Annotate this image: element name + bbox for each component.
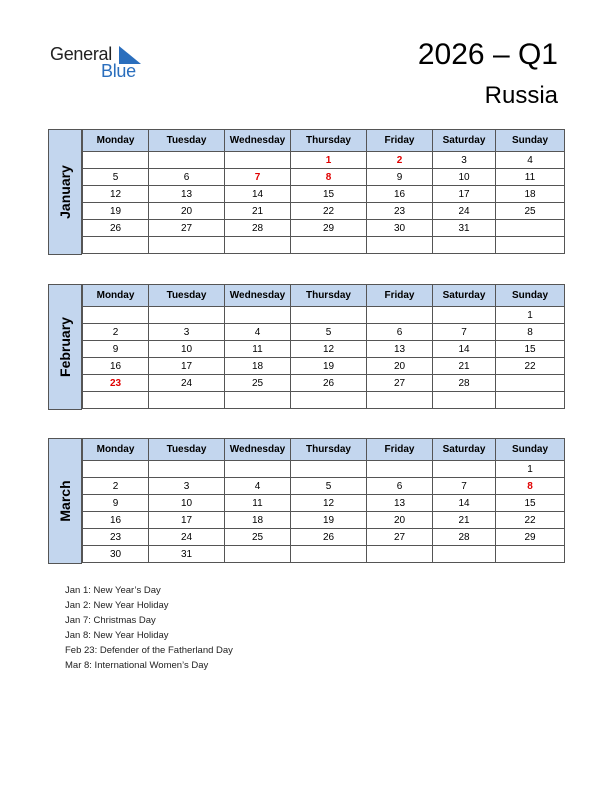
week-row	[83, 341, 565, 358]
weekday-header: Friday	[367, 285, 433, 307]
empty-day-cell	[367, 237, 433, 254]
day-cell: 1	[291, 152, 367, 169]
day-cell: 16	[83, 512, 149, 529]
day-cell: 21	[433, 512, 496, 529]
weekday-header: Saturday	[433, 439, 496, 461]
day-cell: 2	[83, 324, 149, 341]
empty-day-cell	[496, 375, 565, 392]
day-cell: 10	[433, 169, 496, 186]
empty-day-cell	[496, 220, 565, 237]
day-cell: 1	[496, 461, 565, 478]
day-cell: 7	[225, 169, 291, 186]
day-cell: 24	[149, 529, 225, 546]
day-cell: 21	[433, 358, 496, 375]
empty-day-cell	[291, 461, 367, 478]
day-cell: 8	[496, 324, 565, 341]
empty-day-cell	[83, 152, 149, 169]
day-cell: 6	[367, 478, 433, 495]
week-row	[83, 324, 565, 341]
calendar-table	[82, 438, 565, 563]
month-name: February	[57, 317, 73, 377]
calendar-table	[82, 129, 565, 254]
day-cell: 14	[433, 341, 496, 358]
brand-logo	[50, 44, 150, 84]
empty-day-cell	[149, 461, 225, 478]
day-cell: 18	[225, 358, 291, 375]
day-cell: 28	[433, 529, 496, 546]
day-cell: 25	[225, 375, 291, 392]
week-row	[83, 461, 565, 478]
day-cell: 13	[149, 186, 225, 203]
holiday-note: Jan 8: New Year Holiday	[65, 630, 169, 641]
weekday-header-row	[83, 130, 565, 152]
day-cell: 7	[433, 478, 496, 495]
weekday-header: Saturday	[433, 130, 496, 152]
day-cell: 17	[433, 186, 496, 203]
day-cell: 2	[367, 152, 433, 169]
day-cell: 24	[433, 203, 496, 220]
week-row	[83, 546, 565, 563]
country-name: Russia	[484, 82, 558, 109]
day-cell: 25	[225, 529, 291, 546]
day-cell: 12	[291, 341, 367, 358]
day-cell: 9	[367, 169, 433, 186]
day-cell: 28	[225, 220, 291, 237]
empty-day-cell	[291, 546, 367, 563]
day-cell: 19	[291, 358, 367, 375]
weekday-header: Friday	[367, 130, 433, 152]
weekday-header: Thursday	[291, 285, 367, 307]
week-row	[83, 512, 565, 529]
day-cell: 15	[496, 495, 565, 512]
day-cell: 5	[291, 478, 367, 495]
empty-day-cell	[225, 392, 291, 409]
week-row	[83, 220, 565, 237]
day-cell: 4	[496, 152, 565, 169]
day-cell: 7	[433, 324, 496, 341]
empty-day-cell	[83, 237, 149, 254]
holiday-note: Jan 2: New Year Holiday	[65, 600, 169, 611]
empty-day-cell	[83, 461, 149, 478]
day-cell: 26	[291, 529, 367, 546]
day-cell: 19	[83, 203, 149, 220]
day-cell: 17	[149, 358, 225, 375]
holiday-note: Jan 1: New Year’s Day	[65, 585, 161, 596]
day-cell: 14	[225, 186, 291, 203]
day-cell: 2	[83, 478, 149, 495]
day-cell: 27	[149, 220, 225, 237]
empty-day-cell	[225, 152, 291, 169]
holiday-note: Feb 23: Defender of the Fatherland Day	[65, 645, 233, 656]
weekday-header: Wednesday	[225, 285, 291, 307]
weekday-header: Thursday	[291, 130, 367, 152]
week-row	[83, 186, 565, 203]
day-cell: 14	[433, 495, 496, 512]
day-cell: 13	[367, 495, 433, 512]
empty-day-cell	[291, 392, 367, 409]
day-cell: 10	[149, 495, 225, 512]
weekday-header: Sunday	[496, 439, 565, 461]
day-cell: 20	[149, 203, 225, 220]
brand-general: General	[50, 44, 112, 64]
day-cell: 10	[149, 341, 225, 358]
empty-day-cell	[433, 546, 496, 563]
day-cell: 11	[496, 169, 565, 186]
day-cell: 27	[367, 375, 433, 392]
day-cell: 15	[496, 341, 565, 358]
day-cell: 8	[291, 169, 367, 186]
day-cell: 11	[225, 341, 291, 358]
weekday-header: Monday	[83, 439, 149, 461]
day-cell: 31	[149, 546, 225, 563]
empty-day-cell	[225, 237, 291, 254]
weekday-header: Saturday	[433, 285, 496, 307]
day-cell: 8	[496, 478, 565, 495]
day-cell: 15	[291, 186, 367, 203]
day-cell: 29	[291, 220, 367, 237]
empty-day-cell	[496, 237, 565, 254]
month-label	[48, 129, 82, 255]
day-cell: 12	[291, 495, 367, 512]
week-row	[83, 237, 565, 254]
day-cell: 27	[367, 529, 433, 546]
weekday-header: Sunday	[496, 285, 565, 307]
month-label	[48, 284, 82, 410]
week-row	[83, 392, 565, 409]
day-cell: 17	[149, 512, 225, 529]
weekday-header: Wednesday	[225, 439, 291, 461]
empty-day-cell	[149, 152, 225, 169]
day-cell: 6	[149, 169, 225, 186]
weekday-header-row	[83, 439, 565, 461]
day-cell: 26	[83, 220, 149, 237]
day-cell: 24	[149, 375, 225, 392]
empty-day-cell	[225, 546, 291, 563]
month-label	[48, 438, 82, 564]
weekday-header: Wednesday	[225, 130, 291, 152]
empty-day-cell	[149, 307, 225, 324]
day-cell: 28	[433, 375, 496, 392]
day-cell: 4	[225, 324, 291, 341]
empty-day-cell	[433, 237, 496, 254]
empty-day-cell	[433, 461, 496, 478]
day-cell: 1	[496, 307, 565, 324]
day-cell: 20	[367, 512, 433, 529]
empty-day-cell	[433, 307, 496, 324]
day-cell: 9	[83, 495, 149, 512]
empty-day-cell	[291, 237, 367, 254]
holiday-note: Jan 7: Christmas Day	[65, 615, 156, 626]
empty-day-cell	[496, 392, 565, 409]
day-cell: 31	[433, 220, 496, 237]
weekday-header: Friday	[367, 439, 433, 461]
day-cell: 20	[367, 358, 433, 375]
day-cell: 4	[225, 478, 291, 495]
empty-day-cell	[367, 392, 433, 409]
day-cell: 3	[433, 152, 496, 169]
day-cell: 18	[225, 512, 291, 529]
weekday-header: Monday	[83, 130, 149, 152]
empty-day-cell	[225, 307, 291, 324]
month-name: January	[57, 165, 73, 219]
day-cell: 19	[291, 512, 367, 529]
day-cell: 18	[496, 186, 565, 203]
day-cell: 25	[496, 203, 565, 220]
weekday-header: Tuesday	[149, 285, 225, 307]
day-cell: 29	[496, 529, 565, 546]
day-cell: 23	[367, 203, 433, 220]
weekday-header: Tuesday	[149, 439, 225, 461]
day-cell: 23	[83, 375, 149, 392]
day-cell: 22	[496, 512, 565, 529]
empty-day-cell	[149, 392, 225, 409]
week-row	[83, 375, 565, 392]
weekday-header: Sunday	[496, 130, 565, 152]
day-cell: 21	[225, 203, 291, 220]
day-cell: 30	[83, 546, 149, 563]
week-row	[83, 529, 565, 546]
day-cell: 30	[367, 220, 433, 237]
weekday-header: Monday	[83, 285, 149, 307]
day-cell: 11	[225, 495, 291, 512]
empty-day-cell	[225, 461, 291, 478]
empty-day-cell	[433, 392, 496, 409]
weekday-header: Thursday	[291, 439, 367, 461]
empty-day-cell	[149, 237, 225, 254]
day-cell: 23	[83, 529, 149, 546]
empty-day-cell	[367, 461, 433, 478]
weekday-header-row	[83, 285, 565, 307]
day-cell: 12	[83, 186, 149, 203]
week-row	[83, 307, 565, 324]
holiday-note: Mar 8: International Women’s Day	[65, 660, 209, 671]
week-row	[83, 358, 565, 375]
day-cell: 6	[367, 324, 433, 341]
day-cell: 22	[496, 358, 565, 375]
week-row	[83, 169, 565, 186]
calendar-table	[82, 284, 565, 409]
day-cell: 22	[291, 203, 367, 220]
empty-day-cell	[367, 307, 433, 324]
page-title: 2026 – Q1	[417, 38, 558, 71]
empty-day-cell	[291, 307, 367, 324]
day-cell: 5	[291, 324, 367, 341]
day-cell: 3	[149, 324, 225, 341]
weekday-header: Tuesday	[149, 130, 225, 152]
day-cell: 5	[83, 169, 149, 186]
week-row	[83, 203, 565, 220]
empty-day-cell	[83, 307, 149, 324]
empty-day-cell	[83, 392, 149, 409]
holiday-notes	[65, 583, 233, 673]
day-cell: 9	[83, 341, 149, 358]
day-cell: 3	[149, 478, 225, 495]
brand-blue: Blue	[101, 61, 136, 81]
day-cell: 13	[367, 341, 433, 358]
week-row	[83, 152, 565, 169]
week-row	[83, 478, 565, 495]
week-row	[83, 495, 565, 512]
month-name: March	[57, 480, 73, 522]
day-cell: 26	[291, 375, 367, 392]
day-cell: 16	[83, 358, 149, 375]
empty-day-cell	[367, 546, 433, 563]
empty-day-cell	[496, 546, 565, 563]
day-cell: 16	[367, 186, 433, 203]
